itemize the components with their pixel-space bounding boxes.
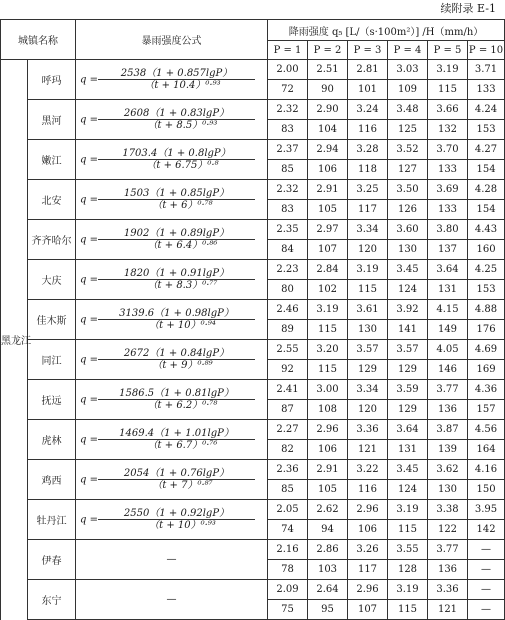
formula-numerator: 2672（1 + 0.84lgP） [98, 349, 255, 360]
q-value-cell: — [468, 540, 505, 560]
h-value-cell: 115 [388, 520, 428, 540]
formula-denominator: （t + 10）⁰·⁹³ [149, 520, 216, 531]
q-value-cell: 4.36 [468, 380, 505, 400]
header-period: P = 2 [308, 41, 348, 60]
h-value-cell: 106 [348, 520, 388, 540]
formula-prefix: q = [80, 114, 98, 125]
q-value-cell: 2.86 [308, 540, 348, 560]
q-value-cell: 2.64 [308, 580, 348, 600]
h-value-cell: 84 [268, 240, 308, 260]
formula-denominator: （t + 10）⁰·⁹⁴ [149, 320, 216, 331]
q-value-cell: 2.23 [268, 260, 308, 280]
q-value-cell: 2.00 [268, 60, 308, 80]
formula-numerator: 1503（1 + 0.85lgP） [98, 189, 255, 200]
formula-cell [76, 460, 268, 500]
q-value-cell: 3.64 [428, 260, 468, 280]
formula-numerator: 1586.5（1 + 0.81lgP） [98, 389, 255, 400]
city-name: 牡丹江 [28, 500, 76, 540]
h-value-cell: 142 [468, 520, 505, 540]
q-value-cell: 3.19 [388, 500, 428, 520]
city-name: 同江 [28, 340, 76, 380]
h-value-cell: 116 [348, 480, 388, 500]
q-value-cell: 3.36 [428, 580, 468, 600]
h-value-cell: 95 [308, 600, 348, 620]
formula-numerator: 1902（1 + 0.89lgP） [98, 229, 255, 240]
h-value-cell: 137 [428, 240, 468, 260]
q-value-cell: 3.57 [388, 340, 428, 360]
table-row [1, 460, 505, 480]
h-value-cell: 153 [468, 120, 505, 140]
q-value-cell: 3.55 [388, 540, 428, 560]
h-value-cell: 103 [308, 560, 348, 580]
q-value-cell: 3.95 [468, 500, 505, 520]
table-row [1, 580, 505, 600]
table-body [1, 60, 505, 620]
h-value-cell: 121 [348, 440, 388, 460]
q-value-cell: 3.77 [428, 540, 468, 560]
q-value-cell: 3.28 [348, 140, 388, 160]
formula-denominator: （t + 6）⁰·⁷⁸ [152, 200, 213, 211]
q-value-cell: 2.37 [268, 140, 308, 160]
q-value-cell: 3.19 [308, 300, 348, 320]
formula-denominator: （t + 6.7）⁰·⁷⁶ [147, 440, 218, 451]
h-value-cell: 129 [388, 360, 428, 380]
q-value-cell: 4.69 [468, 340, 505, 360]
h-value-cell: 89 [268, 320, 308, 340]
h-value-cell: 139 [428, 440, 468, 460]
city-name: 大庆 [28, 260, 76, 300]
h-value-cell: 80 [268, 280, 308, 300]
h-value-cell: 92 [268, 360, 308, 380]
header-formula: 暴雨强度公式 [76, 20, 268, 60]
h-value-cell: 120 [348, 240, 388, 260]
formula-cell [76, 180, 268, 220]
q-value-cell: 2.81 [348, 60, 388, 80]
h-value-cell: 131 [388, 440, 428, 460]
q-value-cell: 3.77 [428, 380, 468, 400]
h-value-cell: 133 [428, 160, 468, 180]
table-row [1, 540, 505, 560]
q-value-cell: 3.62 [428, 460, 468, 480]
q-value-cell: 3.36 [348, 420, 388, 440]
q-value-cell: 2.51 [308, 60, 348, 80]
q-value-cell: 3.03 [388, 60, 428, 80]
formula-cell [76, 500, 268, 540]
h-value-cell: 157 [468, 400, 505, 420]
table-row [1, 340, 505, 360]
formula-denominator: （t + 8.3）⁰·⁷⁷ [147, 280, 218, 291]
q-value-cell: 3.19 [428, 60, 468, 80]
formula-denominator: （t + 9）⁰·⁸⁹ [152, 360, 213, 371]
city-name: 抚远 [28, 380, 76, 420]
h-value-cell: 150 [468, 480, 505, 500]
h-value-cell: 146 [428, 360, 468, 380]
q-value-cell: 3.87 [428, 420, 468, 440]
q-value-cell: 3.25 [348, 180, 388, 200]
h-value-cell: 115 [308, 320, 348, 340]
city-name: 北安 [28, 180, 76, 220]
formula-prefix: q = [80, 234, 98, 245]
q-value-cell: 4.88 [468, 300, 505, 320]
formula-cell [76, 220, 268, 260]
q-value-cell: 3.20 [308, 340, 348, 360]
formula-numerator: 2608（1 + 0.83lgP） [98, 109, 255, 120]
h-value-cell: 115 [428, 80, 468, 100]
city-name: 佳木斯 [28, 300, 76, 340]
h-value-cell: 118 [348, 160, 388, 180]
h-value-cell: 127 [388, 160, 428, 180]
q-value-cell: 3.26 [348, 540, 388, 560]
city-name: 伊春 [28, 540, 76, 580]
formula-denominator: （t + 7）⁰·⁸⁷ [152, 480, 213, 491]
h-value-cell: 87 [268, 400, 308, 420]
formula-prefix: q = [80, 434, 98, 445]
q-value-cell: 2.97 [308, 220, 348, 240]
h-value-cell: 117 [348, 560, 388, 580]
formula-cell [76, 100, 268, 140]
h-value-cell: 128 [388, 560, 428, 580]
q-value-cell: 4.43 [468, 220, 505, 240]
h-value-cell: 105 [308, 200, 348, 220]
q-value-cell: 2.90 [308, 100, 348, 120]
formula-denominator: （t + 10.4）⁰·⁹³ [144, 80, 221, 91]
q-value-cell: 3.57 [348, 340, 388, 360]
q-value-cell: 2.36 [268, 460, 308, 480]
h-value-cell: 125 [388, 120, 428, 140]
h-value-cell: — [468, 560, 505, 580]
q-value-cell: 2.62 [308, 500, 348, 520]
table-caption: 续附录 E-1 [440, 2, 496, 15]
h-value-cell: 129 [348, 360, 388, 380]
q-value-cell: 2.96 [348, 500, 388, 520]
h-value-cell: 117 [348, 200, 388, 220]
q-value-cell: 2.84 [308, 260, 348, 280]
q-value-cell: 2.35 [268, 220, 308, 240]
q-value-cell: 3.48 [388, 100, 428, 120]
h-value-cell: 106 [308, 160, 348, 180]
q-value-cell: 3.00 [308, 380, 348, 400]
q-value-cell: 4.15 [428, 300, 468, 320]
city-name: 虎林 [28, 420, 76, 460]
formula-prefix: q = [80, 474, 98, 485]
header-period: P = 5 [428, 41, 468, 60]
q-value-cell: 2.05 [268, 500, 308, 520]
q-value-cell: 3.59 [388, 380, 428, 400]
q-value-cell: 2.09 [268, 580, 308, 600]
h-value-cell: 83 [268, 200, 308, 220]
table-row [1, 60, 505, 80]
formula-cell [76, 300, 268, 340]
h-value-cell: 106 [308, 440, 348, 460]
h-value-cell: 115 [308, 360, 348, 380]
q-value-cell: 2.41 [268, 380, 308, 400]
h-value-cell: 109 [388, 80, 428, 100]
h-value-cell: 122 [428, 520, 468, 540]
q-value-cell: 3.61 [348, 300, 388, 320]
formula-numerator: 1820（1 + 0.91lgP） [98, 269, 255, 280]
h-value-cell: 116 [348, 120, 388, 140]
q-value-cell: 3.64 [388, 420, 428, 440]
city-name: 呼玛 [28, 60, 76, 100]
table-row [1, 300, 505, 320]
formula-cell [76, 60, 268, 100]
table-row [1, 420, 505, 440]
h-value-cell: 153 [468, 280, 505, 300]
q-value-cell: 3.60 [388, 220, 428, 240]
rainfall-intensity-table [0, 19, 505, 620]
formula-denominator: （t + 8.5）⁰·⁹³ [147, 120, 218, 131]
q-value-cell: 3.45 [388, 460, 428, 480]
formula-numerator: 2054（1 + 0.76lgP） [98, 469, 255, 480]
table-row [1, 180, 505, 200]
h-value-cell: 102 [308, 280, 348, 300]
h-value-cell: 85 [268, 160, 308, 180]
q-value-cell: 3.70 [428, 140, 468, 160]
h-value-cell: 74 [268, 520, 308, 540]
formula-cell [76, 140, 268, 180]
h-value-cell: 154 [468, 200, 505, 220]
q-value-cell: 4.28 [468, 180, 505, 200]
q-value-cell: 3.92 [388, 300, 428, 320]
q-value-cell: 2.94 [308, 140, 348, 160]
table-row [1, 140, 505, 160]
formula-denominator: （t + 6.4）⁰·⁸⁶ [147, 240, 218, 251]
q-value-cell: 2.32 [268, 100, 308, 120]
h-value-cell: 133 [468, 80, 505, 100]
q-value-cell: 2.91 [308, 180, 348, 200]
q-value-cell: 2.96 [348, 580, 388, 600]
q-value-cell: 3.19 [388, 580, 428, 600]
h-value-cell: 131 [428, 280, 468, 300]
formula-cell [76, 340, 268, 380]
h-value-cell: 78 [268, 560, 308, 580]
h-value-cell: 94 [308, 520, 348, 540]
header-period: P = 4 [388, 41, 428, 60]
header-period: P = 1 [268, 41, 308, 60]
h-value-cell: 105 [308, 480, 348, 500]
q-value-cell: 4.27 [468, 140, 505, 160]
formula-numerator: 2550（1 + 0.92lgP） [98, 509, 255, 520]
formula-prefix: q = [80, 74, 98, 85]
h-value-cell: 130 [428, 480, 468, 500]
q-value-cell: 4.24 [468, 100, 505, 120]
q-value-cell: 3.50 [388, 180, 428, 200]
h-value-cell: 130 [388, 240, 428, 260]
h-value-cell: 124 [388, 480, 428, 500]
h-value-cell: 160 [468, 240, 505, 260]
q-value-cell: 3.52 [388, 140, 428, 160]
q-value-cell: 2.55 [268, 340, 308, 360]
formula-denominator: （t + 6.2）⁰·⁷⁸ [147, 400, 218, 411]
formula-prefix: q = [80, 154, 98, 165]
h-value-cell: 85 [268, 480, 308, 500]
h-value-cell: 129 [388, 400, 428, 420]
city-name: 黑河 [28, 100, 76, 140]
formula-cell [76, 380, 268, 420]
table-row [1, 260, 505, 280]
h-value-cell: 136 [428, 400, 468, 420]
formula-prefix: q = [80, 194, 98, 205]
h-value-cell: 124 [388, 280, 428, 300]
q-value-cell: 3.19 [348, 260, 388, 280]
city-name: 齐齐哈尔 [28, 220, 76, 260]
h-value-cell: 132 [428, 120, 468, 140]
formula-denominator: （t + 6.75）⁰·⁸ [146, 160, 219, 171]
h-value-cell: 136 [428, 560, 468, 580]
q-value-cell: 3.38 [428, 500, 468, 520]
h-value-cell: 126 [388, 200, 428, 220]
header-period: P = 3 [348, 41, 388, 60]
q-value-cell: 3.66 [428, 100, 468, 120]
h-value-cell: 107 [348, 600, 388, 620]
formula-cell: — [76, 540, 268, 580]
q-value-cell: 3.45 [388, 260, 428, 280]
formula-prefix: q = [80, 274, 98, 285]
h-value-cell: 90 [308, 80, 348, 100]
h-value-cell: 141 [388, 320, 428, 340]
q-value-cell: 3.22 [348, 460, 388, 480]
q-value-cell: 3.71 [468, 60, 505, 80]
q-value-cell: 3.34 [348, 380, 388, 400]
q-value-cell: 4.16 [468, 460, 505, 480]
q-value-cell: 2.32 [268, 180, 308, 200]
h-value-cell: 72 [268, 80, 308, 100]
formula-numerator: 1469.4（1 + 1.01lgP） [98, 429, 255, 440]
city-name: 东宁 [28, 580, 76, 620]
province-name: 黑龙江 [1, 60, 28, 620]
formula-numerator: 3139.6（1 + 0.98lgP） [98, 309, 255, 320]
q-value-cell: 2.96 [308, 420, 348, 440]
h-value-cell: 169 [468, 360, 505, 380]
h-value-cell: 82 [268, 440, 308, 460]
city-name: 嫩江 [28, 140, 76, 180]
q-value-cell: 2.91 [308, 460, 348, 480]
formula-cell: — [76, 580, 268, 620]
h-value-cell: 108 [308, 400, 348, 420]
q-value-cell: 3.69 [428, 180, 468, 200]
h-value-cell: 121 [428, 600, 468, 620]
header-city: 城镇名称 [1, 20, 76, 60]
q-value-cell: 4.56 [468, 420, 505, 440]
q-value-cell: 3.34 [348, 220, 388, 240]
q-value-cell: 3.24 [348, 100, 388, 120]
h-value-cell: — [468, 600, 505, 620]
q-value-cell: 2.46 [268, 300, 308, 320]
h-value-cell: 107 [308, 240, 348, 260]
h-value-cell: 115 [348, 280, 388, 300]
header-intensity: 降雨强度 q₅ [L/（s·100m²）] /H（mm/h） [268, 20, 505, 41]
table-row [1, 500, 505, 520]
formula-prefix: q = [80, 354, 98, 365]
formula-cell [76, 260, 268, 300]
h-value-cell: 164 [468, 440, 505, 460]
formula-numerator: 2538（1 + 0.857lgP） [98, 69, 255, 80]
h-value-cell: 104 [308, 120, 348, 140]
h-value-cell: 149 [428, 320, 468, 340]
h-value-cell: 130 [348, 320, 388, 340]
q-value-cell: — [468, 580, 505, 600]
q-value-cell: 3.80 [428, 220, 468, 240]
city-name: 鸡西 [28, 460, 76, 500]
table-row [1, 380, 505, 400]
table-row [1, 100, 505, 120]
h-value-cell: 83 [268, 120, 308, 140]
formula-numerator: 1703.4（1 + 0.8lgP） [98, 149, 255, 160]
formula-cell [76, 420, 268, 460]
h-value-cell: 154 [468, 160, 505, 180]
q-value-cell: 4.05 [428, 340, 468, 360]
h-value-cell: 115 [388, 600, 428, 620]
q-value-cell: 2.16 [268, 540, 308, 560]
header-period: P = 10 [468, 41, 505, 60]
h-value-cell: 133 [428, 200, 468, 220]
formula-prefix: q = [80, 394, 98, 405]
q-value-cell: 4.25 [468, 260, 505, 280]
formula-prefix: q = [80, 514, 98, 525]
h-value-cell: 75 [268, 600, 308, 620]
formula-prefix: q = [80, 314, 98, 325]
h-value-cell: 101 [348, 80, 388, 100]
q-value-cell: 2.27 [268, 420, 308, 440]
h-value-cell: 176 [468, 320, 505, 340]
table-row [1, 220, 505, 240]
h-value-cell: 120 [348, 400, 388, 420]
